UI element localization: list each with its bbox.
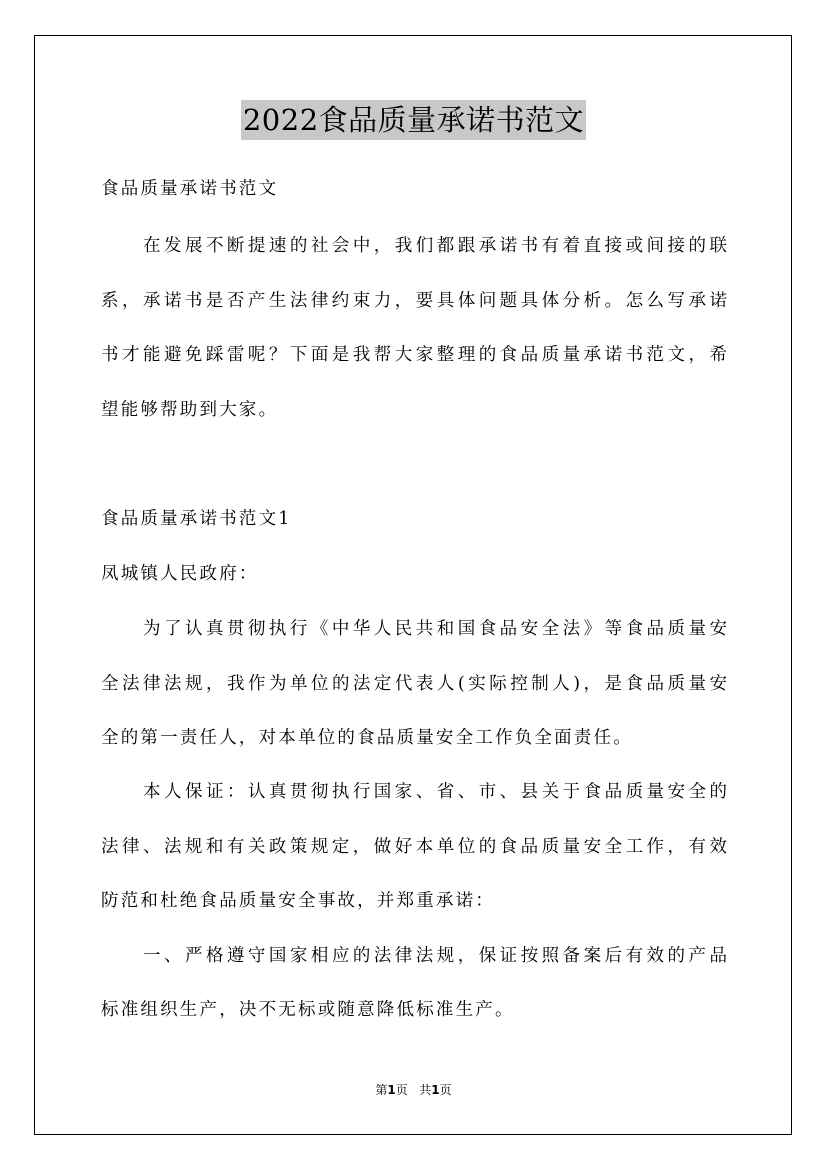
paragraph-line: 法律、法规和有关政策规定，做好本单位的食品质量安全工作，有效: [101, 837, 727, 857]
paragraph-line: 一、严格遵守国家相应的法律法规，保证按照备案后有效的产品: [143, 946, 727, 966]
paragraph-line: 为了认真贯彻执行《中华人民共和国食品安全法》等食品质量安: [143, 619, 727, 639]
section-heading: 食品质量承诺书范文1: [101, 509, 292, 529]
paragraph-line: 在发展不断提速的社会中，我们都跟承诺书有着直接或间接的联: [143, 236, 727, 256]
page-label-suffix: 页: [395, 1083, 408, 1097]
paragraph-line: 望能够帮助到大家。: [101, 400, 279, 420]
total-label-suffix: 页: [439, 1083, 452, 1097]
page-footer: [0, 1082, 827, 1098]
title-container: [0, 100, 827, 140]
total-label-prefix: 共: [419, 1083, 432, 1097]
total-pages: 1: [431, 1083, 440, 1097]
paragraph-line: 系，承诺书是否产生法律约束力，要具体问题具体分析。怎么写承诺: [101, 291, 727, 311]
section-heading: 食品质量承诺书范文: [101, 179, 279, 199]
paragraph-line: 防范和杜绝食品质量安全事故，并郑重承诺：: [101, 891, 495, 911]
paragraph-line: 全的第一责任人，对本单位的食品质量安全工作负全面责任。: [101, 728, 633, 748]
paragraph-line: 全法律法规，我作为单位的法定代表人(实际控制人)，是食品质量安: [101, 674, 727, 694]
document-title: 2022食品质量承诺书范文: [241, 100, 586, 140]
salutation: 凤城镇人民政府：: [101, 564, 259, 584]
paragraph-line: 书才能避免踩雷呢？下面是我帮大家整理的食品质量承诺书范文，希: [101, 345, 727, 365]
page-label-prefix: 第: [375, 1083, 388, 1097]
page-number: 1: [387, 1083, 396, 1097]
paragraph-line: 标准组织生产，决不无标或随意降低标准生产。: [101, 1000, 515, 1020]
paragraph-line: 本人保证：认真贯彻执行国家、省、市、县关于食品质量安全的: [143, 782, 727, 802]
